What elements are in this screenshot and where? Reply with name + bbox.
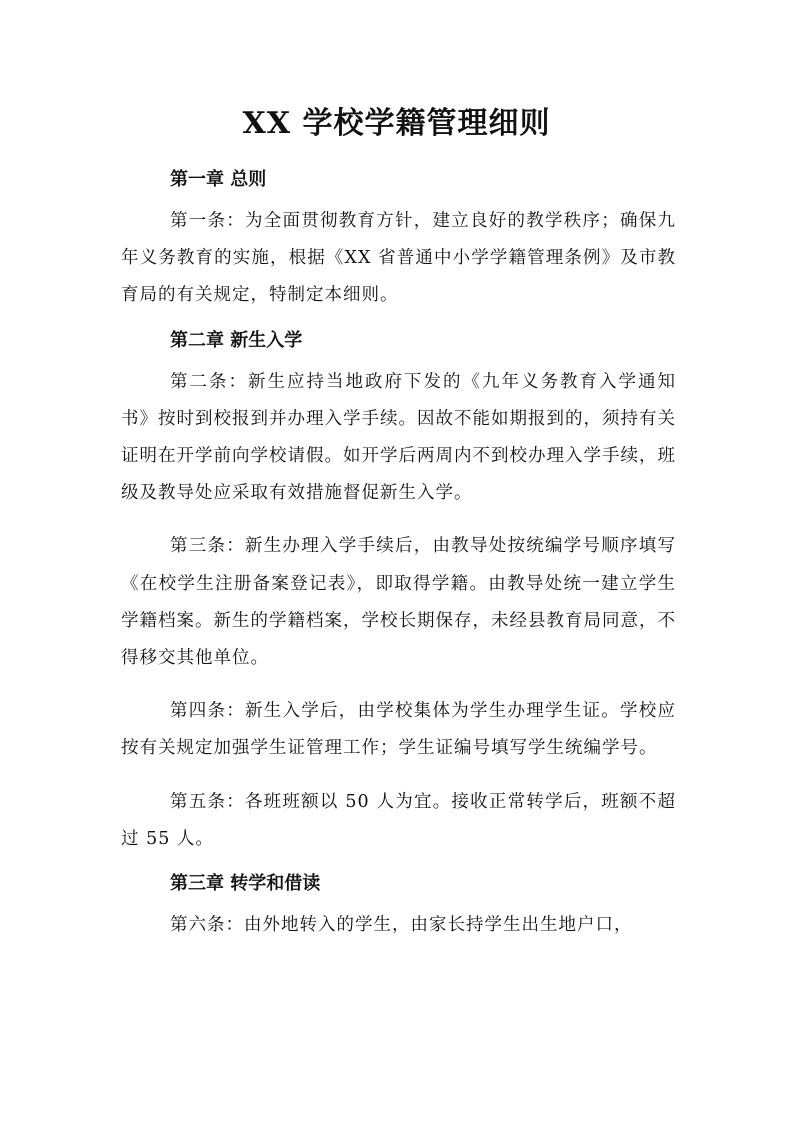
article-paragraph: 第三条：新生办理入学手续后，由教导处按统编学号顺序填写《在校学生注册备案登记表》，即取得学籍。由教导处统一建立学生学籍档案。新生的学籍档案，学校长期保存，未经县教育局同意，不得移交其他单位。 — [121, 536, 676, 669]
document-title: XX 学校学籍管理细则 — [242, 106, 551, 141]
article-paragraph: 第五条：各班班额以 50 人为宜。接收正常转学后，班额不超过 55 人。 — [121, 791, 676, 849]
article-paragraph: 第一条：为全面贯彻教育方针，建立良好的教学秩序；确保九年义务教育的实施，根据《XX 省普通中小学学籍管理条例》及市教育局的有关规定，特制定本细则。 — [121, 211, 676, 306]
article-paragraph: 第六条：由外地转入的学生，由家长持学生出生地户口， — [170, 915, 633, 936]
chapter-heading-3: 第三章 转学和借读 — [170, 873, 321, 895]
chapter-heading-2: 第二章 新生入学 — [170, 329, 303, 351]
article-paragraph: 第四条：新生入学后，由学校集体为学生办理学生证。学校应按有关规定加强学生证管理工作；学生证编号填写学生统编学号。 — [121, 701, 676, 759]
document-body — [121, 157, 676, 944]
article-paragraph: 第二条：新生应持当地政府下发的《九年义务教育入学通知书》按时到校报到并办理入学手续。因故不能如期报到的，须持有关证明在开学前向学校请假。如开学后两周内不到校办理入学手续，班级及教导处应采取有效措施督促新生入学。 — [121, 371, 676, 504]
chapter-heading-1: 第一章 总则 — [170, 169, 267, 190]
